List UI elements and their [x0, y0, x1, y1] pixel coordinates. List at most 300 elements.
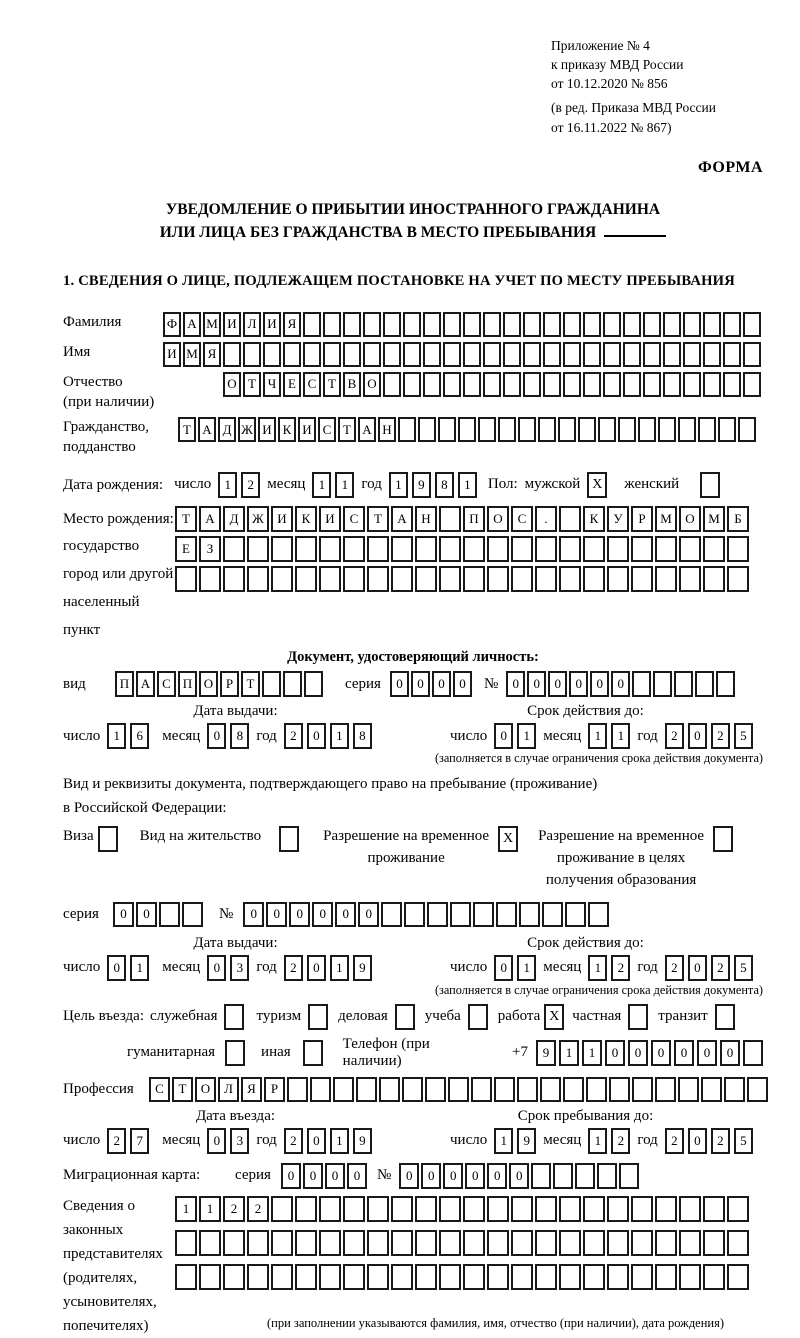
- char-cell[interactable]: [609, 1077, 630, 1102]
- char-cell[interactable]: [175, 1264, 197, 1290]
- char-cell[interactable]: [583, 1230, 605, 1256]
- char-cell[interactable]: 0: [113, 902, 134, 927]
- char-cell[interactable]: [463, 312, 481, 337]
- char-cell[interactable]: Т: [367, 506, 389, 532]
- char-cell[interactable]: Р: [631, 506, 653, 532]
- char-cell[interactable]: [698, 417, 716, 442]
- char-cell[interactable]: [363, 312, 381, 337]
- char-cell[interactable]: [367, 566, 389, 592]
- char-cell[interactable]: С: [318, 417, 336, 442]
- char-cell[interactable]: [619, 1163, 639, 1189]
- char-cell[interactable]: [583, 566, 605, 592]
- char-cell[interactable]: [463, 372, 481, 397]
- char-cell[interactable]: [287, 1077, 308, 1102]
- char-cell[interactable]: [439, 566, 461, 592]
- char-cell[interactable]: 0: [307, 1128, 326, 1154]
- char-cell[interactable]: 1: [330, 1128, 349, 1154]
- char-cell[interactable]: Я: [203, 342, 221, 367]
- char-cell[interactable]: 9: [353, 1128, 372, 1154]
- char-cell[interactable]: [558, 417, 576, 442]
- char-cell[interactable]: 2: [611, 1128, 630, 1154]
- char-cell[interactable]: И: [298, 417, 316, 442]
- purpose-other-checkbox[interactable]: [303, 1040, 323, 1066]
- char-cell[interactable]: [379, 1077, 400, 1102]
- char-cell[interactable]: 0: [569, 671, 588, 697]
- char-cell[interactable]: [511, 1196, 533, 1222]
- char-cell[interactable]: 9: [353, 955, 372, 981]
- char-cell[interactable]: 2: [665, 955, 684, 981]
- char-cell[interactable]: [463, 536, 485, 562]
- char-cell[interactable]: А: [358, 417, 376, 442]
- char-cell[interactable]: Л: [218, 1077, 239, 1102]
- char-cell[interactable]: [443, 372, 461, 397]
- char-cell[interactable]: 0: [605, 1040, 625, 1066]
- char-cell[interactable]: 0: [312, 902, 333, 927]
- char-cell[interactable]: [663, 312, 681, 337]
- char-cell[interactable]: Я: [241, 1077, 262, 1102]
- char-cell[interactable]: 0: [289, 902, 310, 927]
- char-cell[interactable]: [643, 312, 661, 337]
- char-cell[interactable]: 0: [107, 955, 126, 981]
- char-cell[interactable]: [543, 312, 561, 337]
- char-cell[interactable]: [519, 902, 540, 927]
- char-cell[interactable]: [304, 671, 323, 697]
- char-cell[interactable]: 1: [458, 472, 477, 498]
- char-cell[interactable]: [565, 902, 586, 927]
- char-cell[interactable]: [723, 342, 741, 367]
- char-cell[interactable]: [701, 1077, 722, 1102]
- char-cell[interactable]: В: [343, 372, 361, 397]
- char-cell[interactable]: [439, 1230, 461, 1256]
- char-cell[interactable]: С: [303, 372, 321, 397]
- char-cell[interactable]: [583, 312, 601, 337]
- char-cell[interactable]: [578, 417, 596, 442]
- char-cell[interactable]: Т: [175, 506, 197, 532]
- char-cell[interactable]: Т: [241, 671, 260, 697]
- char-cell[interactable]: 1: [218, 472, 237, 498]
- char-cell[interactable]: 1: [494, 1128, 513, 1154]
- char-cell[interactable]: М: [203, 312, 221, 337]
- char-cell[interactable]: 7: [130, 1128, 149, 1154]
- char-cell[interactable]: [716, 671, 735, 697]
- char-cell[interactable]: 0: [697, 1040, 717, 1066]
- char-cell[interactable]: [415, 1196, 437, 1222]
- char-cell[interactable]: 9: [517, 1128, 536, 1154]
- char-cell[interactable]: [523, 372, 541, 397]
- char-cell[interactable]: [415, 536, 437, 562]
- char-cell[interactable]: 5: [734, 723, 753, 749]
- char-cell[interactable]: [618, 417, 636, 442]
- char-cell[interactable]: 1: [330, 955, 349, 981]
- char-cell[interactable]: 1: [107, 723, 126, 749]
- char-cell[interactable]: Ч: [263, 372, 281, 397]
- char-cell[interactable]: [247, 1264, 269, 1290]
- char-cell[interactable]: [631, 566, 653, 592]
- char-cell[interactable]: [727, 566, 749, 592]
- char-cell[interactable]: 2: [284, 1128, 303, 1154]
- char-cell[interactable]: [655, 1196, 677, 1222]
- char-cell[interactable]: Е: [175, 536, 197, 562]
- char-cell[interactable]: [623, 312, 641, 337]
- char-cell[interactable]: [199, 1264, 221, 1290]
- char-cell[interactable]: [367, 1196, 389, 1222]
- char-cell[interactable]: О: [363, 372, 381, 397]
- char-cell[interactable]: [367, 536, 389, 562]
- char-cell[interactable]: [655, 566, 677, 592]
- char-cell[interactable]: [743, 372, 761, 397]
- char-cell[interactable]: Б: [727, 506, 749, 532]
- char-cell[interactable]: [404, 902, 425, 927]
- char-cell[interactable]: [159, 902, 180, 927]
- purpose-study-checkbox[interactable]: [468, 1004, 488, 1030]
- char-cell[interactable]: [403, 372, 421, 397]
- char-cell[interactable]: [575, 1163, 595, 1189]
- char-cell[interactable]: [425, 1077, 446, 1102]
- char-cell[interactable]: [724, 1077, 745, 1102]
- temp-residence-checkbox[interactable]: X: [498, 826, 518, 852]
- char-cell[interactable]: З: [199, 536, 221, 562]
- char-cell[interactable]: 0: [611, 671, 630, 697]
- char-cell[interactable]: 0: [411, 671, 430, 697]
- sex-male-checkbox[interactable]: X: [587, 472, 607, 498]
- visa-checkbox[interactable]: [98, 826, 118, 852]
- char-cell[interactable]: [471, 1077, 492, 1102]
- char-cell[interactable]: [511, 1264, 533, 1290]
- char-cell[interactable]: [403, 312, 421, 337]
- char-cell[interactable]: 0: [674, 1040, 694, 1066]
- char-cell[interactable]: [598, 417, 616, 442]
- char-cell[interactable]: 1: [175, 1196, 197, 1222]
- char-cell[interactable]: П: [463, 506, 485, 532]
- char-cell[interactable]: [683, 312, 701, 337]
- char-cell[interactable]: Т: [172, 1077, 193, 1102]
- char-cell[interactable]: [439, 506, 461, 532]
- char-cell[interactable]: [503, 342, 521, 367]
- char-cell[interactable]: Я: [283, 312, 301, 337]
- char-cell[interactable]: [511, 536, 533, 562]
- char-cell[interactable]: [487, 1264, 509, 1290]
- char-cell[interactable]: [679, 1264, 701, 1290]
- char-cell[interactable]: Е: [283, 372, 301, 397]
- char-cell[interactable]: 5: [734, 955, 753, 981]
- char-cell[interactable]: [343, 312, 361, 337]
- char-cell[interactable]: [496, 902, 517, 927]
- char-cell[interactable]: [723, 312, 741, 337]
- char-cell[interactable]: [443, 342, 461, 367]
- char-cell[interactable]: К: [295, 506, 317, 532]
- char-cell[interactable]: И: [319, 506, 341, 532]
- char-cell[interactable]: [531, 1163, 551, 1189]
- char-cell[interactable]: 2: [711, 723, 730, 749]
- char-cell[interactable]: [423, 342, 441, 367]
- char-cell[interactable]: А: [391, 506, 413, 532]
- char-cell[interactable]: 0: [688, 955, 707, 981]
- char-cell[interactable]: [631, 1264, 653, 1290]
- char-cell[interactable]: 1: [588, 723, 607, 749]
- char-cell[interactable]: [597, 1163, 617, 1189]
- char-cell[interactable]: [563, 312, 581, 337]
- char-cell[interactable]: [655, 1077, 676, 1102]
- char-cell[interactable]: [343, 1230, 365, 1256]
- char-cell[interactable]: [243, 342, 261, 367]
- char-cell[interactable]: [323, 312, 341, 337]
- char-cell[interactable]: [723, 372, 741, 397]
- purpose-transit-checkbox[interactable]: [715, 1004, 735, 1030]
- purpose-official-checkbox[interactable]: [224, 1004, 244, 1030]
- char-cell[interactable]: [517, 1077, 538, 1102]
- char-cell[interactable]: 8: [435, 472, 454, 498]
- char-cell[interactable]: [586, 1077, 607, 1102]
- char-cell[interactable]: Н: [378, 417, 396, 442]
- char-cell[interactable]: [463, 1230, 485, 1256]
- char-cell[interactable]: [383, 342, 401, 367]
- char-cell[interactable]: 0: [207, 723, 226, 749]
- char-cell[interactable]: 0: [590, 671, 609, 697]
- char-cell[interactable]: [343, 1264, 365, 1290]
- char-cell[interactable]: [703, 536, 725, 562]
- char-cell[interactable]: Ж: [247, 506, 269, 532]
- char-cell[interactable]: 0: [335, 902, 356, 927]
- char-cell[interactable]: 8: [353, 723, 372, 749]
- char-cell[interactable]: [663, 372, 681, 397]
- char-cell[interactable]: С: [157, 671, 176, 697]
- char-cell[interactable]: 0: [207, 1128, 226, 1154]
- char-cell[interactable]: А: [199, 506, 221, 532]
- char-cell[interactable]: С: [511, 506, 533, 532]
- char-cell[interactable]: [563, 372, 581, 397]
- char-cell[interactable]: [483, 342, 501, 367]
- char-cell[interactable]: [247, 566, 269, 592]
- char-cell[interactable]: [678, 1077, 699, 1102]
- char-cell[interactable]: [727, 1230, 749, 1256]
- char-cell[interactable]: [503, 372, 521, 397]
- char-cell[interactable]: [487, 536, 509, 562]
- char-cell[interactable]: 2: [247, 1196, 269, 1222]
- char-cell[interactable]: [319, 1196, 341, 1222]
- residence-permit-checkbox[interactable]: [279, 826, 299, 852]
- char-cell[interactable]: [683, 342, 701, 367]
- char-cell[interactable]: [623, 342, 641, 367]
- char-cell[interactable]: 0: [325, 1163, 345, 1189]
- char-cell[interactable]: [343, 566, 365, 592]
- char-cell[interactable]: [543, 372, 561, 397]
- char-cell[interactable]: 1: [517, 955, 536, 981]
- char-cell[interactable]: И: [163, 342, 181, 367]
- char-cell[interactable]: [343, 342, 361, 367]
- char-cell[interactable]: [310, 1077, 331, 1102]
- char-cell[interactable]: 2: [241, 472, 260, 498]
- char-cell[interactable]: [607, 566, 629, 592]
- char-cell[interactable]: [271, 1230, 293, 1256]
- char-cell[interactable]: [747, 1077, 768, 1102]
- char-cell[interactable]: [263, 342, 281, 367]
- char-cell[interactable]: [391, 566, 413, 592]
- char-cell[interactable]: [283, 671, 302, 697]
- char-cell[interactable]: Л: [243, 312, 261, 337]
- char-cell[interactable]: [271, 1264, 293, 1290]
- char-cell[interactable]: [588, 902, 609, 927]
- char-cell[interactable]: 1: [582, 1040, 602, 1066]
- char-cell[interactable]: [494, 1077, 515, 1102]
- char-cell[interactable]: [631, 536, 653, 562]
- char-cell[interactable]: 2: [711, 1128, 730, 1154]
- char-cell[interactable]: [559, 1196, 581, 1222]
- char-cell[interactable]: О: [223, 372, 241, 397]
- char-cell[interactable]: [487, 1196, 509, 1222]
- char-cell[interactable]: [583, 1196, 605, 1222]
- char-cell[interactable]: [438, 417, 456, 442]
- char-cell[interactable]: [653, 671, 672, 697]
- char-cell[interactable]: И: [263, 312, 281, 337]
- char-cell[interactable]: [391, 1230, 413, 1256]
- char-cell[interactable]: К: [278, 417, 296, 442]
- char-cell[interactable]: Т: [243, 372, 261, 397]
- char-cell[interactable]: [727, 1264, 749, 1290]
- char-cell[interactable]: [678, 417, 696, 442]
- char-cell[interactable]: [583, 536, 605, 562]
- char-cell[interactable]: О: [199, 671, 218, 697]
- char-cell[interactable]: [607, 1264, 629, 1290]
- char-cell[interactable]: [391, 1196, 413, 1222]
- char-cell[interactable]: К: [583, 506, 605, 532]
- char-cell[interactable]: [631, 1196, 653, 1222]
- char-cell[interactable]: [679, 1196, 701, 1222]
- char-cell[interactable]: [175, 566, 197, 592]
- char-cell[interactable]: 0: [548, 671, 567, 697]
- char-cell[interactable]: [563, 342, 581, 367]
- char-cell[interactable]: [643, 342, 661, 367]
- char-cell[interactable]: 0: [307, 723, 326, 749]
- char-cell[interactable]: [727, 536, 749, 562]
- char-cell[interactable]: [223, 536, 245, 562]
- char-cell[interactable]: [319, 566, 341, 592]
- char-cell[interactable]: [458, 417, 476, 442]
- char-cell[interactable]: О: [195, 1077, 216, 1102]
- char-cell[interactable]: [367, 1230, 389, 1256]
- char-cell[interactable]: [423, 312, 441, 337]
- char-cell[interactable]: [655, 536, 677, 562]
- char-cell[interactable]: [563, 1077, 584, 1102]
- char-cell[interactable]: [463, 566, 485, 592]
- char-cell[interactable]: [631, 1230, 653, 1256]
- char-cell[interactable]: [743, 312, 761, 337]
- char-cell[interactable]: [333, 1077, 354, 1102]
- char-cell[interactable]: 0: [390, 671, 409, 697]
- char-cell[interactable]: 0: [494, 723, 513, 749]
- char-cell[interactable]: 2: [284, 723, 303, 749]
- char-cell[interactable]: [559, 1264, 581, 1290]
- char-cell[interactable]: [271, 1196, 293, 1222]
- char-cell[interactable]: [523, 342, 541, 367]
- char-cell[interactable]: [703, 312, 721, 337]
- char-cell[interactable]: [703, 1230, 725, 1256]
- char-cell[interactable]: [343, 536, 365, 562]
- char-cell[interactable]: [439, 536, 461, 562]
- char-cell[interactable]: 0: [628, 1040, 648, 1066]
- char-cell[interactable]: 0: [136, 902, 157, 927]
- char-cell[interactable]: [487, 566, 509, 592]
- char-cell[interactable]: 0: [527, 671, 546, 697]
- char-cell[interactable]: [535, 1264, 557, 1290]
- char-cell[interactable]: Р: [220, 671, 239, 697]
- char-cell[interactable]: 0: [303, 1163, 323, 1189]
- char-cell[interactable]: Ж: [238, 417, 256, 442]
- char-cell[interactable]: [319, 1264, 341, 1290]
- purpose-private-checkbox[interactable]: [628, 1004, 648, 1030]
- char-cell[interactable]: [603, 312, 621, 337]
- char-cell[interactable]: [223, 342, 241, 367]
- char-cell[interactable]: [175, 1230, 197, 1256]
- char-cell[interactable]: У: [607, 506, 629, 532]
- char-cell[interactable]: [583, 372, 601, 397]
- char-cell[interactable]: [391, 1264, 413, 1290]
- char-cell[interactable]: [603, 372, 621, 397]
- char-cell[interactable]: Р: [264, 1077, 285, 1102]
- purpose-tourism-checkbox[interactable]: [308, 1004, 328, 1030]
- char-cell[interactable]: [319, 1230, 341, 1256]
- char-cell[interactable]: 2: [665, 723, 684, 749]
- sex-female-checkbox[interactable]: [700, 472, 720, 498]
- char-cell[interactable]: [727, 1196, 749, 1222]
- char-cell[interactable]: [743, 342, 761, 367]
- char-cell[interactable]: [223, 566, 245, 592]
- char-cell[interactable]: [450, 902, 471, 927]
- char-cell[interactable]: Д: [218, 417, 236, 442]
- char-cell[interactable]: 1: [199, 1196, 221, 1222]
- char-cell[interactable]: 2: [711, 955, 730, 981]
- char-cell[interactable]: [511, 566, 533, 592]
- char-cell[interactable]: 1: [588, 1128, 607, 1154]
- char-cell[interactable]: [695, 671, 714, 697]
- char-cell[interactable]: [403, 342, 421, 367]
- char-cell[interactable]: 0: [720, 1040, 740, 1066]
- char-cell[interactable]: 0: [487, 1163, 507, 1189]
- char-cell[interactable]: [199, 566, 221, 592]
- char-cell[interactable]: [703, 1196, 725, 1222]
- char-cell[interactable]: [415, 1230, 437, 1256]
- char-cell[interactable]: [679, 536, 701, 562]
- char-cell[interactable]: [383, 312, 401, 337]
- char-cell[interactable]: [607, 536, 629, 562]
- char-cell[interactable]: [542, 902, 563, 927]
- char-cell[interactable]: [559, 1230, 581, 1256]
- char-cell[interactable]: 5: [734, 1128, 753, 1154]
- char-cell[interactable]: [535, 1230, 557, 1256]
- char-cell[interactable]: О: [487, 506, 509, 532]
- char-cell[interactable]: 0: [281, 1163, 301, 1189]
- char-cell[interactable]: [343, 1196, 365, 1222]
- char-cell[interactable]: [247, 1230, 269, 1256]
- char-cell[interactable]: [483, 372, 501, 397]
- char-cell[interactable]: Т: [178, 417, 196, 442]
- char-cell[interactable]: [295, 1264, 317, 1290]
- char-cell[interactable]: Т: [323, 372, 341, 397]
- char-cell[interactable]: [583, 1264, 605, 1290]
- char-cell[interactable]: И: [271, 506, 293, 532]
- char-cell[interactable]: Т: [338, 417, 356, 442]
- char-cell[interactable]: 2: [107, 1128, 126, 1154]
- char-cell[interactable]: [283, 342, 301, 367]
- char-cell[interactable]: [535, 536, 557, 562]
- char-cell[interactable]: [303, 312, 321, 337]
- char-cell[interactable]: [658, 417, 676, 442]
- char-cell[interactable]: [607, 1230, 629, 1256]
- char-cell[interactable]: [271, 536, 293, 562]
- char-cell[interactable]: [623, 372, 641, 397]
- char-cell[interactable]: [523, 312, 541, 337]
- char-cell[interactable]: [463, 342, 481, 367]
- purpose-work-checkbox[interactable]: X: [544, 1004, 564, 1030]
